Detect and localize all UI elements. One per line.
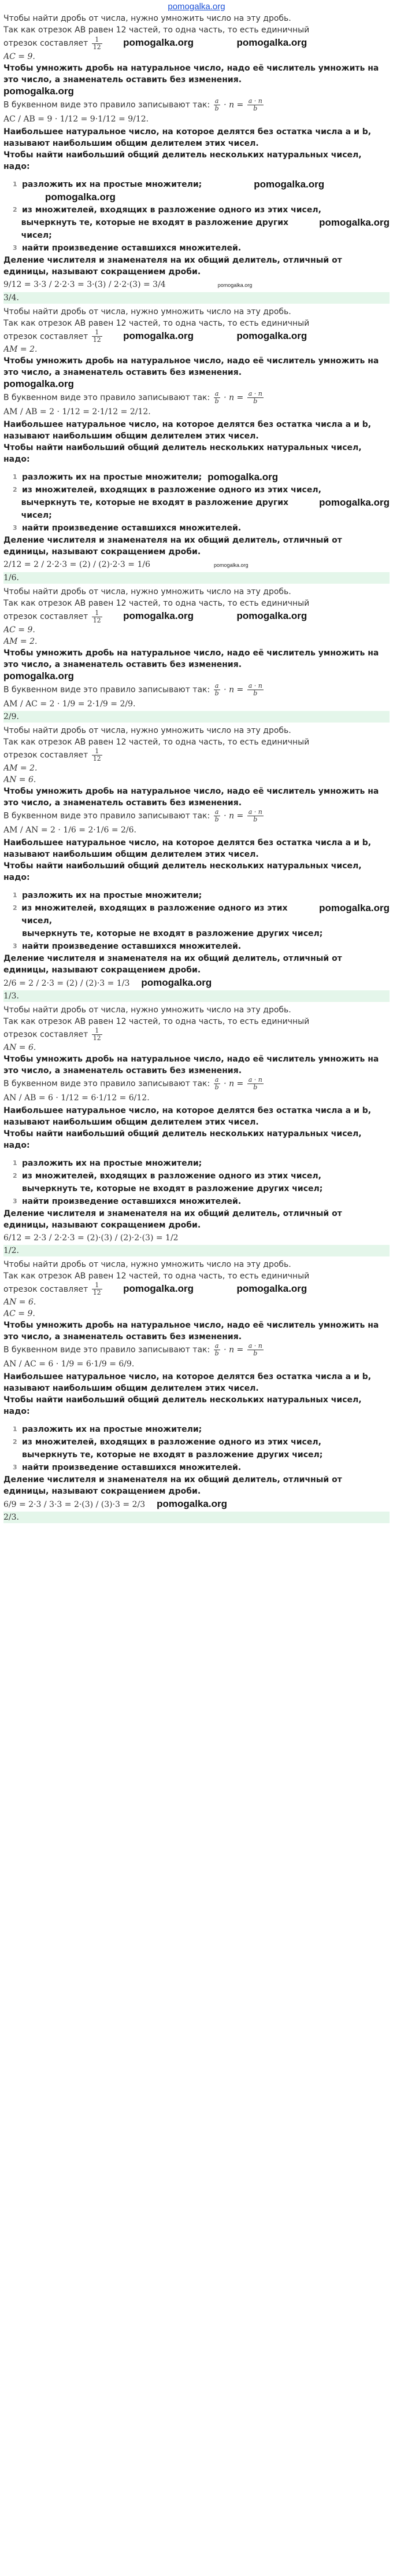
gcd-def-1: Наибольшее натуральное число, на которое делятся без остатка числа a и b, bbox=[3, 838, 372, 847]
gcd-def-2: называют наибольшим общим делителем этих чисел. bbox=[3, 432, 259, 441]
watermark: pomogalka.org bbox=[45, 191, 116, 202]
intro-text: Чтобы найти дробь от числа, нужно умножить число на эту дробь. bbox=[3, 587, 291, 596]
list-item: 1 разложить их на простые множители; bbox=[13, 1425, 202, 1434]
section-an-ab bbox=[3, 1004, 390, 1256]
ac-value: AC = 9. bbox=[3, 625, 35, 635]
reduce-def-2: единицы, называют сокращением дроби. bbox=[3, 267, 201, 277]
gcd-def-2: называют наибольшим общим делителем этих чисел. bbox=[3, 1117, 259, 1127]
need-label: надо: bbox=[3, 1407, 30, 1416]
section-am-ab bbox=[3, 306, 390, 584]
gcd-def-2: называют наибольшим общим делителем этих чисел. bbox=[3, 849, 259, 859]
equation-am-ab: AM / AB = 2 · 1/12 = 2·1/12 = 2/12. bbox=[3, 407, 151, 417]
watermark: pomogalka.org bbox=[123, 610, 194, 621]
equation-an-ac: AN / AC = 6 · 1/9 = 6·1/9 = 6/9. bbox=[3, 1359, 135, 1369]
watermark: pomogalka.org bbox=[319, 497, 390, 508]
reduction-equation: 9/12 = 3·3 / 2·2·3 = 3·(3) / 2·2·(3) = 3/4 pomogalka.org bbox=[3, 278, 390, 292]
rule-fraction-an-b: $\frac{a \cdot n}{b}$ bbox=[248, 390, 262, 405]
an-value: AN = 6. bbox=[3, 1042, 36, 1052]
watermark: pomogalka.org bbox=[123, 330, 194, 341]
list-item: 3 найти произведение оставшихся множителей. bbox=[13, 941, 242, 951]
equation-am-an: AM / AN = 2 · 1/6 = 2·1/6 = 2/6. bbox=[3, 825, 136, 835]
list-item: вычеркнуть те, которые не входят в разложение других чисел; bbox=[22, 1184, 323, 1193]
ab-parts-text: Так как отрезок AB равен 12 частей, то одна часть, то есть единичный bbox=[3, 318, 310, 328]
gcd-def-1: Наибольшее натуральное число, на которое делятся без остатка числа a и b, bbox=[3, 1105, 372, 1115]
section-am-an bbox=[3, 725, 390, 1002]
gcd-def-1: Наибольшее натуральное число, на которое делятся без остатка числа a и b, bbox=[3, 127, 372, 137]
watermark: pomogalka.org bbox=[217, 282, 253, 288]
rule-fraction-an-b: $\frac{a \cdot n}{b}$ bbox=[248, 1075, 262, 1091]
list-item: 2 из множителей, входящих в разложение одного из этих чисел, bbox=[13, 485, 321, 495]
site-logo-link[interactable]: pomogalka.org bbox=[168, 1, 225, 12]
list-item: вычеркнуть те, которые не входят в разложение других чисел; bbox=[22, 1450, 323, 1460]
top-bar bbox=[0, 0, 393, 13]
list-item: 2 из множителей, входящих в разложение одного из этих чисел, bbox=[13, 1438, 321, 1447]
rule-fraction-a-b: $\frac{a}{b}$ bbox=[214, 390, 219, 405]
am-value: AM = 2. bbox=[3, 345, 38, 354]
intro-text: Чтобы найти дробь от числа, нужно умножить число на эту дробь. bbox=[3, 14, 291, 23]
rule-fraction-a-b: $\frac{a}{b}$ bbox=[214, 808, 219, 823]
section-ac-ab bbox=[3, 13, 390, 304]
rule-fraction-an-b: $\frac{a \cdot n}{b}$ bbox=[248, 1342, 262, 1357]
letter-form-line: В буквенном виде это правило записывают так: $\frac{a}{b}$ · n = $\frac{a \cdot n}{b}$ bbox=[3, 390, 262, 405]
rule-fraction-a-b: $\frac{a}{b}$ bbox=[214, 681, 219, 697]
mult-rule-2: это число, а знаменатель оставить без изменения. bbox=[3, 368, 242, 377]
intro-text: Чтобы найти дробь от числа, нужно умножить число на эту дробь. bbox=[3, 1259, 291, 1269]
reduce-def-1: Деление числителя и знаменателя на их общий делитель, отличный от bbox=[3, 953, 342, 963]
list-item: 3 найти произведение оставшихся множителей. bbox=[13, 524, 242, 533]
section-am-ac bbox=[3, 586, 390, 723]
watermark: pomogalka.org bbox=[3, 85, 74, 97]
gcd-def-2: называют наибольшим общим делителем этих чисел. bbox=[3, 138, 259, 148]
list-item: 3 найти произведение оставшихся множителей. bbox=[13, 243, 242, 253]
letter-form-line: В буквенном виде это правило записывают так: $\frac{a}{b}$ · n = $\frac{a \cdot n}{b}$ bbox=[3, 1342, 262, 1357]
result-highlight: 1/2. bbox=[3, 1245, 390, 1256]
unit-fraction: $\frac{1}{12}$ bbox=[92, 35, 101, 51]
mult-rule-1: Чтобы умножить дробь на натуральное число, надо её числитель умножить на bbox=[3, 356, 379, 366]
mult-rule-1: Чтобы умножить дробь на натуральное число, надо её числитель умножить на bbox=[3, 786, 379, 796]
an-value: AN = 6. bbox=[3, 775, 36, 784]
rule-fraction-a-b: $\frac{a}{b}$ bbox=[214, 97, 219, 112]
unit-segment-line: отрезок составляет $\frac{1}{12}$ bbox=[3, 1026, 101, 1042]
result-highlight: 3/4. bbox=[3, 292, 390, 304]
watermark: pomogalka.org bbox=[157, 1498, 227, 1509]
gcd-find: Чтобы найти наибольший общий делитель нескольких натуральных чисел, bbox=[3, 1395, 362, 1405]
ab-parts-text: Так как отрезок AB равен 12 частей, то одна часть, то есть единичный bbox=[3, 1016, 310, 1026]
list-item: 2 из множителей, входящих в разложение одного из этих чисел, bbox=[13, 1171, 321, 1181]
ac-value: AC = 9. bbox=[3, 1309, 35, 1318]
watermark-row bbox=[3, 670, 390, 683]
result-highlight: 2/3. bbox=[3, 1512, 390, 1523]
reduce-def-1: Деление числителя и знаменателя на их общий делитель, отличный от bbox=[3, 1475, 342, 1484]
list-item: 1 разложить их на простые множители; bbox=[13, 1158, 202, 1168]
gcd-steps-list bbox=[3, 1423, 390, 1474]
list-item: 3 найти произведение оставшихся множителей. bbox=[13, 1463, 242, 1472]
unit-fraction: $\frac{1}{12}$ bbox=[92, 747, 101, 762]
watermark-row bbox=[3, 378, 390, 390]
rule-fraction-an-b: $\frac{a \cdot n}{b}$ bbox=[248, 97, 262, 112]
reduction-equation: 2/6 = 2 / 2·3 = (2) / (2)·3 = 1/3 pomogalka.org bbox=[3, 976, 390, 990]
list-item bbox=[13, 191, 390, 204]
gcd-steps-list bbox=[3, 1157, 390, 1208]
unit-segment-line: отрезок составляет $\frac{1}{12}$ pomogalka.org pomogalka.org bbox=[3, 1281, 307, 1296]
watermark: pomogalka.org bbox=[214, 562, 249, 568]
unit-segment-line: отрезок составляет $\frac{1}{12}$ pomogalka.org pomogalka.org bbox=[3, 329, 307, 344]
watermark: pomogalka.org bbox=[319, 216, 390, 228]
rule-fraction-a-b: $\frac{a}{b}$ bbox=[214, 1075, 219, 1091]
reduce-def-1: Деление числителя и знаменателя на их общий делитель, отличный от bbox=[3, 1208, 342, 1218]
gcd-def-2: называют наибольшим общим делителем этих чисел. bbox=[3, 1384, 259, 1393]
gcd-find: Чтобы найти наибольший общий делитель нескольких натуральных чисел, bbox=[3, 861, 362, 871]
equation-ac-ab: AC / AB = 9 · 1/12 = 9·1/12 = 9/12. bbox=[3, 114, 149, 124]
unit-fraction: $\frac{1}{12}$ bbox=[92, 1026, 101, 1042]
unit-segment-line bbox=[3, 36, 390, 51]
list-item: 2 из множителей, входящих в разложение одного из этих чисел, bbox=[13, 205, 321, 215]
need-label: надо: bbox=[3, 161, 30, 171]
unit-fraction: $\frac{1}{12}$ bbox=[92, 1281, 101, 1296]
am-value: AM = 2. bbox=[3, 636, 38, 646]
reduce-def-2: единицы, называют сокращением дроби. bbox=[3, 965, 201, 975]
mult-rule-2: это число, а знаменатель оставить без изменения. bbox=[3, 75, 242, 84]
watermark: pomogalka.org bbox=[236, 610, 307, 621]
unit-text: отрезок составляет bbox=[3, 39, 88, 48]
gcd-def-1: Наибольшее натуральное число, на которое делятся без остатка числа a и b, bbox=[3, 420, 372, 429]
gcd-steps-list bbox=[3, 471, 390, 535]
ab-parts-text: Так как отрезок AB равен 12 частей, то одна часть, то есть единичный bbox=[3, 599, 310, 608]
intro-text: Чтобы найти дробь от числа, нужно умножить число на эту дробь. bbox=[3, 307, 291, 316]
watermark: pomogalka.org bbox=[319, 902, 390, 913]
letter-form-text: В буквенном виде это правило записывают так: bbox=[3, 100, 210, 109]
gcd-steps-list bbox=[3, 889, 390, 953]
am-value: AM = 2. bbox=[3, 763, 38, 773]
letter-form-line: В буквенном виде это правило записывают так: $\frac{a}{b}$ · n = $\frac{a \cdot n}{b}$ bbox=[3, 681, 262, 697]
need-label: надо: bbox=[3, 1140, 30, 1150]
gcd-find: Чтобы найти наибольший общий делитель нескольких натуральных чисел, bbox=[3, 150, 362, 160]
mult-rule-1: Чтобы умножить дробь на натуральное число, надо её числитель умножить на bbox=[3, 1054, 379, 1064]
rule-fraction-an-b: $\frac{a \cdot n}{b}$ bbox=[248, 808, 262, 823]
reduce-def-1: Деление числителя и знаменателя на их общий делитель, отличный от bbox=[3, 255, 342, 265]
watermark: pomogalka.org bbox=[207, 471, 279, 482]
ab-parts-text: Так как отрезок AB равен 12 частей, то одна часть, то есть единичный bbox=[3, 737, 310, 747]
letter-form-line: В буквенном виде это правило записывают так: $\frac{a}{b}$ · n = $\frac{a \cdot n}{b}$ bbox=[3, 1075, 262, 1091]
watermark: pomogalka.org bbox=[254, 178, 325, 190]
need-label: надо: bbox=[3, 872, 30, 882]
list-item: 2 из множителей, входящих в разложение одного из этих чисел, pomogalka.org bbox=[13, 902, 390, 927]
section-an-ac bbox=[3, 1259, 390, 1524]
reduction-equation: 6/9 = 2·3 / 3·3 = 2·(3) / (3)·3 = 2/3 pomogalka.org bbox=[3, 1497, 390, 1512]
an-value: AN = 6. bbox=[3, 1298, 36, 1307]
mult-rule-1: Чтобы умножить дробь на натуральное число, надо её числитель умножить на bbox=[3, 648, 379, 658]
equation-am-ac: AM / AC = 2 · 1/9 = 2·1/9 = 2/9. bbox=[3, 699, 136, 709]
list-item: 3 найти произведение оставшихся множителей. bbox=[13, 1196, 242, 1206]
mult-rule-2: это число, а знаменатель оставить без изменения. bbox=[3, 1332, 242, 1342]
list-item: 1 разложить их на простые множители; bbox=[13, 890, 202, 900]
unit-segment-line: отрезок составляет $\frac{1}{12}$ bbox=[3, 747, 101, 762]
reduce-def-2: единицы, называют сокращением дроби. bbox=[3, 1487, 201, 1496]
list-item: вычеркнуть те, которые не входят в разложение других чисел; bbox=[22, 928, 323, 938]
gcd-find: Чтобы найти наибольший общий делитель нескольких натуральных чисел, bbox=[3, 1129, 362, 1138]
watermark: pomogalka.org bbox=[123, 1283, 194, 1294]
list-item: вычеркнуть те, которые не входят в разложение других чисел; pomogalka.org bbox=[13, 216, 390, 242]
gcd-def-1: Наибольшее натуральное число, на которое делятся без остатка числа a и b, bbox=[3, 1372, 372, 1381]
mult-rule-2: это число, а знаменатель оставить без изменения. bbox=[3, 798, 242, 808]
list-item: 1 разложить их на простые множители; pomogalka.org bbox=[13, 471, 279, 482]
reduction-equation: 2/12 = 2 / 2·2·3 = (2) / (2)·2·3 = 1/6 pomogalka.org bbox=[3, 558, 390, 572]
mult-rule-1: Чтобы умножить дробь на натуральное число, надо её числитель умножить на bbox=[3, 1321, 379, 1330]
letter-form-line: В буквенном виде это правило записывают так: $\frac{a}{b}$ · n = $\frac{a \cdot n}{b}$ bbox=[3, 808, 262, 823]
watermark: pomogalka.org bbox=[3, 670, 74, 681]
gcd-steps-list bbox=[3, 178, 390, 255]
intro-text: Чтобы найти дробь от числа, нужно умножить число на эту дробь. bbox=[3, 1005, 291, 1015]
result-highlight: 1/6. bbox=[3, 572, 390, 584]
list-item: вычеркнуть те, которые не входят в разложение других чисел; pomogalka.org bbox=[13, 496, 390, 522]
rule-fraction-an-b: $\frac{a \cdot n}{b}$ bbox=[248, 681, 262, 697]
unit-segment-line: отрезок составляет $\frac{1}{12}$ pomogalka.org pomogalka.org bbox=[3, 609, 307, 624]
list-item: 1 разложить их на простые множители; pomogalka.org bbox=[13, 178, 325, 190]
ac-value: AC = 9. bbox=[3, 51, 35, 61]
gcd-find: Чтобы найти наибольший общий делитель нескольких натуральных чисел, bbox=[3, 443, 362, 452]
intro-text: Чтобы найти дробь от числа, нужно умножить число на эту дробь. bbox=[3, 725, 291, 735]
result-highlight: 2/9. bbox=[3, 711, 390, 723]
ab-parts-text: Так как отрезок AB равен 12 частей, то одна часть, то есть единичный bbox=[3, 25, 310, 35]
mult-rule-1: Чтобы умножить дробь на натуральное число, надо её числитель умножить на bbox=[3, 63, 379, 73]
watermark: pomogalka.org bbox=[236, 1283, 307, 1294]
watermark: pomogalka.org bbox=[236, 330, 307, 341]
mult-rule-2: это число, а знаменатель оставить без изменения. bbox=[3, 659, 242, 669]
watermark: pomogalka.org bbox=[123, 37, 194, 48]
reduce-def-1: Деление числителя и знаменателя на их общий делитель, отличный от bbox=[3, 536, 342, 545]
reduce-def-2: единицы, называют сокращением дроби. bbox=[3, 1220, 201, 1230]
unit-fraction: $\frac{1}{12}$ bbox=[92, 329, 101, 344]
watermark: pomogalka.org bbox=[236, 37, 307, 48]
rule-fraction-a-b: $\frac{a}{b}$ bbox=[214, 1342, 219, 1357]
reduction-equation: 6/12 = 2·3 / 2·2·3 = (2)·(3) / (2)·2·(3) = 1/2 bbox=[3, 1233, 179, 1243]
watermark: pomogalka.org bbox=[3, 378, 74, 389]
mult-rule-2: это число, а знаменатель оставить без изменения. bbox=[3, 1066, 242, 1075]
unit-fraction: $\frac{1}{12}$ bbox=[92, 609, 101, 624]
watermark: pomogalka.org bbox=[141, 976, 212, 988]
ab-parts-text: Так как отрезок AB равен 12 частей, то одна часть, то есть единичный bbox=[3, 1271, 310, 1281]
solution-content bbox=[0, 13, 393, 1523]
equation-an-ab: AN / AB = 6 · 1/12 = 6·1/12 = 6/12. bbox=[3, 1093, 150, 1103]
letter-form-line: В буквенном виде это правило записывают так: $\frac{a}{b}$ · n = $\frac{a \cdot n}{b}$ bbox=[3, 97, 262, 112]
watermark-row bbox=[3, 86, 390, 98]
reduce-def-2: единицы, называют сокращением дроби. bbox=[3, 547, 201, 557]
result-highlight: 1/3. bbox=[3, 990, 390, 1002]
need-label: надо: bbox=[3, 455, 30, 464]
